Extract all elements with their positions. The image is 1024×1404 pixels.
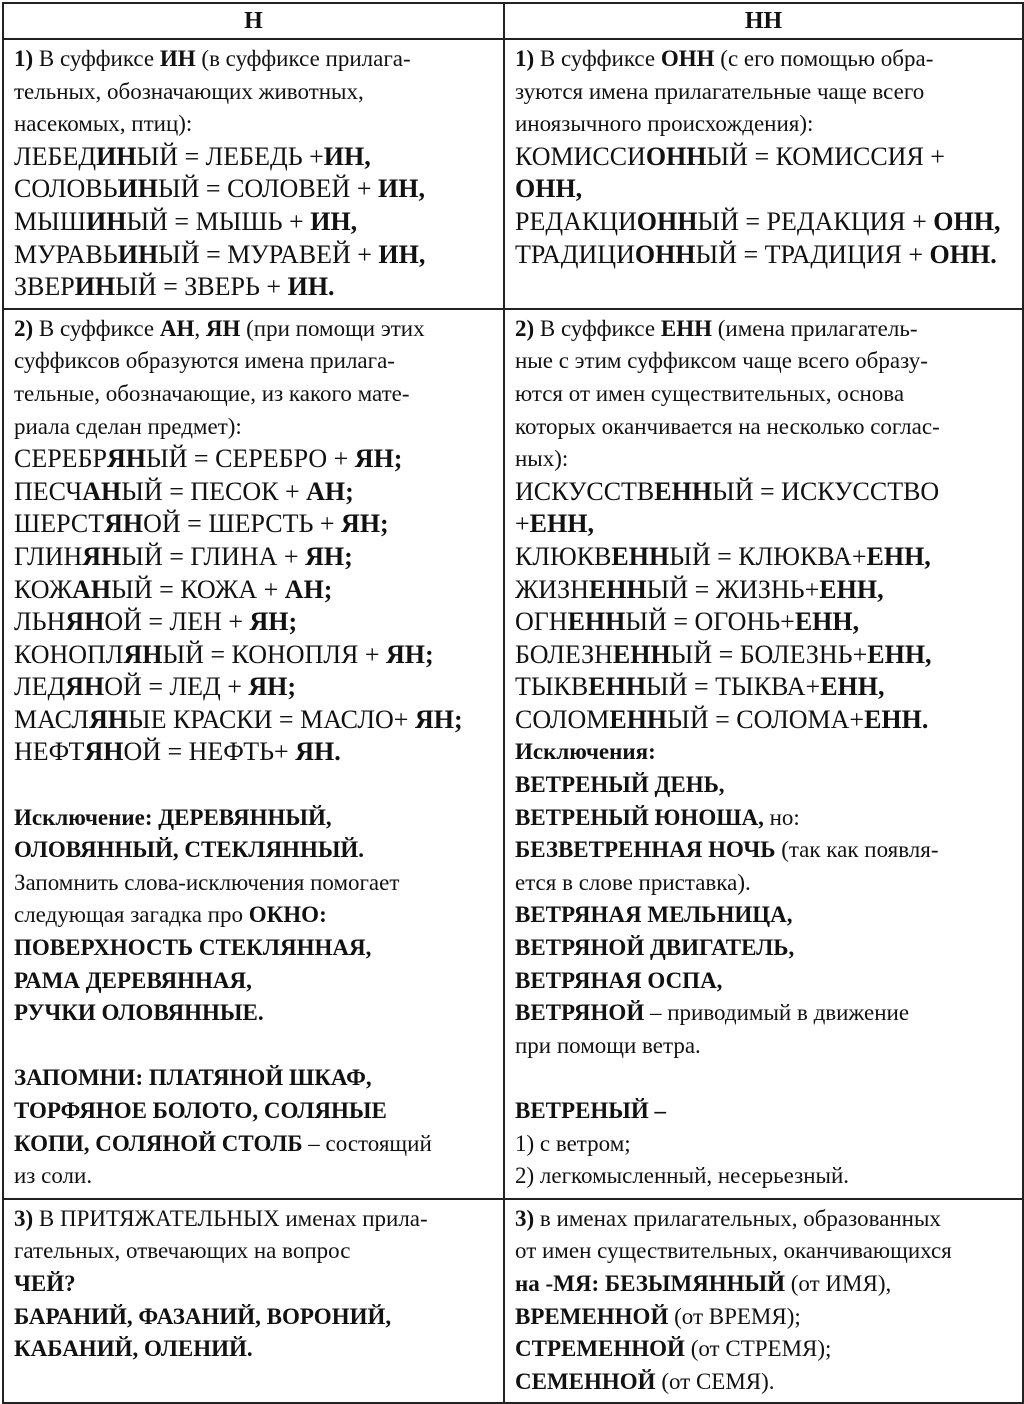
exceptions-heading: Исключения: [515, 739, 656, 765]
exception-line: ВЕТРЯНАЯ ОСПА, [515, 967, 723, 993]
example-line: ТЫКВЕННЫЙ = ТЫКВА+ЕНН, [515, 672, 885, 702]
example-line: на -МЯ: БЕЗЫМЯННЫЙ (от ИМЯ), [515, 1270, 892, 1296]
example-line: ВРЕМЕННОЙ (от ВРЕМЯ); [515, 1303, 801, 1329]
exception-line: БЕЗВЕТРЕННАЯ НОЧЬ (так как появля- [515, 837, 939, 863]
riddle-intro: следующая загадка про ОКНО: [14, 902, 327, 928]
header-nn: НН [504, 3, 1023, 39]
example-line: ЛЕБЕДИНЫЙ = ЛЕБЕДЬ +ИН, [14, 141, 371, 171]
rule2-nn-intro: 2) В суффиксе ЕНН (имена прилагатель- [515, 315, 918, 341]
example-line: СЕРЕБРЯНЫЙ = СЕРЕБРО + ЯН; [14, 444, 403, 474]
example-line: КАБАНИЙ, ОЛЕНИЙ. [14, 1336, 253, 1362]
exception-line: ВЕТРЯНОЙ ДВИГАТЕЛЬ, [515, 935, 795, 961]
rule2-n-line3: тельные, обозначающие, из какого мате- [14, 380, 410, 406]
exception-line: ется в слове приставка). [515, 869, 751, 895]
exception-line: ВЕТРЕНЫЙ ДЕНЬ, [515, 772, 725, 798]
example-line: ЛЕДЯНОЙ = ЛЕД + ЯН; [14, 672, 297, 702]
rule2-n-intro: 2) В суффиксе АН, ЯН (при помощи этих [14, 315, 425, 341]
riddle-intro: Запомнить слова-исключения помогает [14, 869, 400, 895]
rule1-nn-intro: 1) В суффиксе ОНН (с его помощью обра- [515, 46, 934, 71]
cell-rule2-nn [504, 309, 1023, 1199]
example-line: БОЛЕЗНЕННЫЙ = БОЛЕЗНЬ+ЕНН, [515, 639, 932, 669]
rule2-nn-line2: ные с этим суффиксом чаще всего образу- [515, 348, 928, 374]
definition-line: 2) легкомысленный, несерьезный. [515, 1163, 850, 1189]
exception-line: при помощи ветра. [515, 1032, 701, 1058]
rule2-n-line2: суффиксов образуются имена прилага- [14, 348, 395, 374]
spacer [14, 769, 493, 802]
rule3-n-line2: гательных, отвечающих на вопрос [14, 1238, 351, 1264]
example-line: ЛЬНЯНОЙ = ЛЕН + ЯН; [14, 607, 298, 637]
example-line: КОЖАНЫЙ = КОЖА + АН; [14, 574, 333, 604]
example-line: ОГНЕННЫЙ = ОГОНЬ+ЕНН, [515, 607, 860, 637]
spacer [515, 1062, 1012, 1095]
example-line: СОЛОВЬИНЫЙ = СОЛОВЕЙ + ИН, [14, 174, 425, 204]
rule1-n-line3: насекомых, птиц): [14, 111, 193, 137]
example-line: МЫШИНЫЙ = МЫШЬ + ИН, [14, 206, 358, 236]
riddle-line: ПОВЕРХНОСТЬ СТЕКЛЯННАЯ, [14, 935, 372, 961]
rule1-nn-line2: зуются имена прилагательные чаще всего [515, 78, 925, 104]
rule3-n-intro: 3) В ПРИТЯЖАТЕЛЬНЫХ именах прила- [14, 1205, 428, 1231]
rule3-nn-line2: от имен существительных, оканчивающихся [515, 1238, 952, 1264]
exception-line: ВЕТРЕНЫЙ ЮНОША, но: [515, 804, 800, 830]
exception-line: ВЕТРЯНАЯ МЕЛЬНИЦА, [515, 902, 793, 928]
example-line: КОМИССИОННЫЙ = КОМИССИЯ + ОНН, [515, 141, 945, 204]
cell-rule2-n [3, 309, 504, 1199]
example-line: МУРАВЬИНЫЙ = МУРАВЕЙ + ИН, [14, 239, 426, 269]
rule2-nn-line4: которых оканчивается на несколько соглас- [515, 413, 940, 439]
example-line: МАСЛЯНЫЕ КРАСКИ = МАСЛО+ ЯН; [14, 704, 463, 734]
rule2-nn-line3: ются от имен существительных, основа [515, 380, 905, 406]
rule1-n-line2: тельных, обозначающих животных, [14, 78, 364, 104]
example-line: СЕМЕННОЙ (от СЕМЯ). [515, 1368, 775, 1394]
example-line: НЕФТЯНОЙ = НЕФТЬ+ ЯН. [14, 737, 341, 767]
remember-line: ЗАПОМНИ: ПЛАТЯНОЙ ШКАФ, [14, 1065, 372, 1091]
example-line: СОЛОМЕННЫЙ = СОЛОМА+ЕНН. [515, 704, 929, 734]
remember-line: из соли. [14, 1163, 93, 1189]
remember-line: КОПИ, СОЛЯНОЙ СТОЛБ – состоящий [14, 1130, 432, 1156]
exception-line: ВЕТРЯНОЙ – приводимый в движение [515, 1000, 910, 1026]
rule3-nn-intro: 3) в именах прилагательных, образованных [515, 1205, 941, 1231]
example-line: СТРЕМЕННОЙ (от СТРЕМЯ); [515, 1336, 832, 1362]
exception-line: ОЛОВЯННЫЙ, СТЕКЛЯННЫЙ. [14, 837, 365, 863]
example-line: ШЕРСТЯНОЙ = ШЕРСТЬ + ЯН; [14, 509, 389, 539]
rule3-n-question: ЧЕЙ? [14, 1270, 76, 1296]
cell-rule1-nn [504, 39, 1023, 309]
rule1-nn-line3: иноязычного происхождения): [515, 111, 814, 137]
cell-rule1-n [3, 39, 504, 309]
header-n: Н [3, 3, 504, 39]
rules-table [2, 2, 1024, 1404]
definition-line: 1) с ветром; [515, 1130, 631, 1156]
example-line: РЕДАКЦИОННЫЙ = РЕДАКЦИЯ + ОНН, [515, 206, 1001, 236]
exception-line: Исключение: ДЕРЕВЯННЫЙ, [14, 804, 332, 830]
example-line: ТРАДИЦИОННЫЙ = ТРАДИЦИЯ + ОНН. [515, 239, 997, 269]
riddle-line: РАМА ДЕРЕВЯННАЯ, [14, 967, 252, 993]
example-line: ЗВЕРИНЫЙ = ЗВЕРЬ + ИН. [14, 272, 335, 302]
riddle-line: РУЧКИ ОЛОВЯННЫЕ. [14, 1000, 264, 1026]
example-line: ПЕСЧАНЫЙ = ПЕСОК + АН; [14, 476, 354, 506]
rule2-nn-line5: ных): [515, 446, 569, 472]
example-line: БАРАНИЙ, ФАЗАНИЙ, ВОРОНИЙ, [14, 1303, 392, 1329]
rule2-n-line4: риала сделан предмет): [14, 413, 242, 439]
remember-line: ТОРФЯНОЕ БОЛОТО, СОЛЯНЫЕ [14, 1098, 387, 1123]
example-line: КЛЮКВЕННЫЙ = КЛЮКВА+ЕНН, [515, 541, 931, 571]
example-line: ГЛИНЯНЫЙ = ГЛИНА + ЯН; [14, 541, 353, 571]
spacer [14, 1030, 493, 1063]
example-line: КОНОПЛЯНЫЙ = КОНОПЛЯ + ЯН; [14, 639, 434, 669]
definition-heading: ВЕТРЕНЫЙ – [515, 1098, 667, 1123]
cell-rule3-n [3, 1199, 504, 1404]
rule1-n-intro: 1) В суффиксе ИН (в суффиксе прилага- [14, 46, 411, 71]
example-line: ИСКУССТВЕННЫЙ = ИСКУССТВО +ЕНН, [515, 476, 940, 539]
cell-rule3-nn [504, 1199, 1023, 1404]
example-line: ЖИЗНЕННЫЙ = ЖИЗНЬ+ЕНН, [515, 574, 884, 604]
